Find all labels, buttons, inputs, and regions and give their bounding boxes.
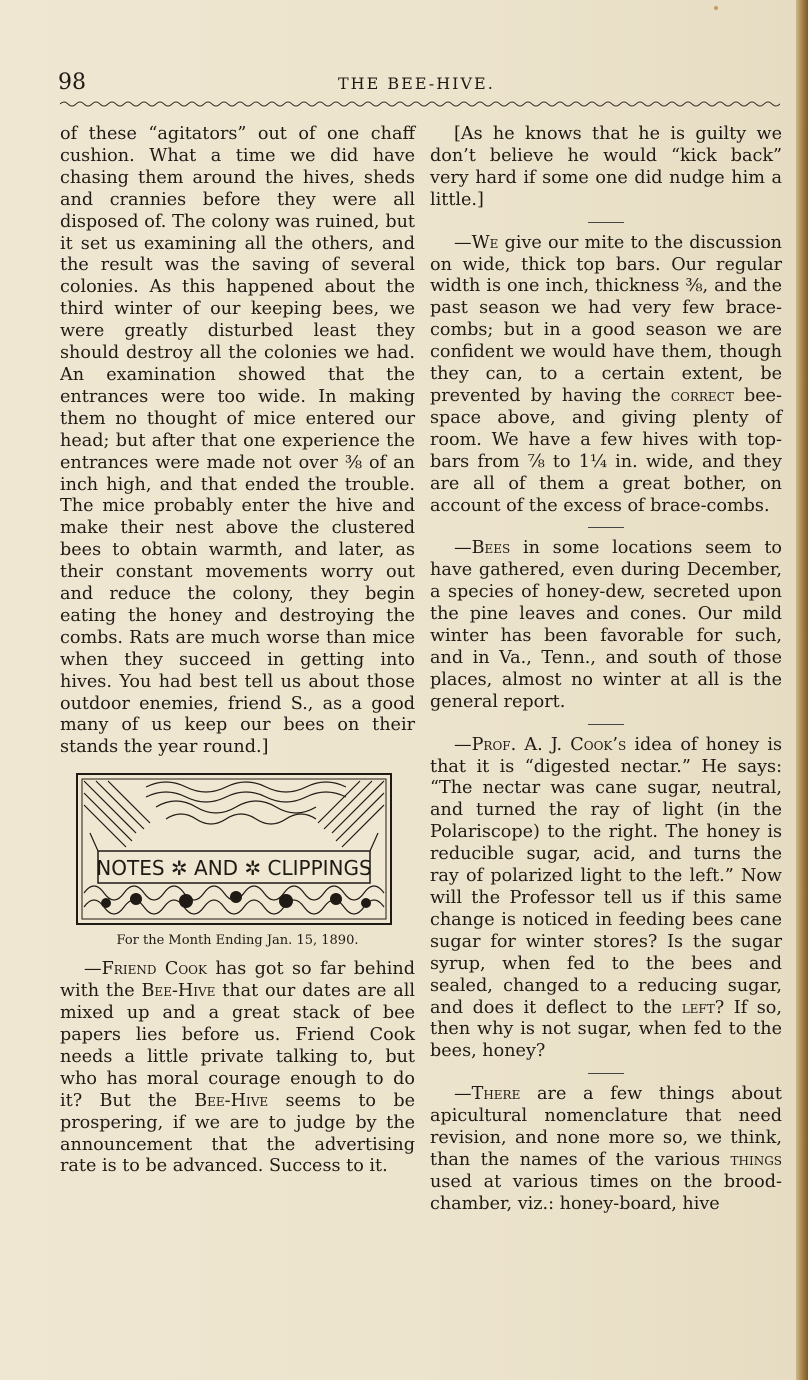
separator — [588, 222, 624, 223]
text-run: idea of honey is that it is “digested nectar.” He says: “The nectar was cane sugar, neutral, and turned the ray of light (in the Polariscope) to the right. The honey is reducible sugar, acid, and turns the ray of polarized light to the left.” Now will the Professor tell us if this same change is noticed in feeding bees cane sugar for winter stores? Is the sugar syrup, when fed to the bees and sealed, changed to a reducing sugar, and does it deflect to the — [430, 734, 782, 1018]
running-title: THE BEE-HIVE. — [338, 74, 495, 93]
paragraph-nomenclature — [430, 1084, 782, 1215]
lead-prof-cook: —Prof. A. J. Cook’s — [454, 734, 627, 755]
separator — [588, 724, 624, 725]
text-run: bee-space above, and giving plenty of room. We have a few hives with top-bars from ⅞ to 1¼ in. wide, and they are all of them a great bother, on account of the excess of brace-combs. — [430, 385, 782, 516]
bee-hive-name: Bee-Hive — [141, 981, 216, 1002]
paper-speck — [714, 6, 718, 10]
left-column — [60, 124, 415, 1178]
page-number: 98 — [58, 70, 86, 95]
paragraph-honey-dew — [430, 538, 782, 713]
separator — [588, 1073, 624, 1074]
bee-hive-name: Bee-Hive — [194, 1090, 269, 1111]
header-rule — [60, 100, 780, 108]
page-edge — [796, 0, 808, 1380]
notes-and-clippings-banner — [76, 773, 392, 925]
emphasis-left: left — [681, 997, 715, 1018]
text-run: has got so far behind with the — [60, 959, 416, 1002]
text-run: in some locations seem to have gathered, even during December, a species of honey-dew, secreted upon the pine leaves and cones. Our mild winter has been favorable for such, and in Va., Tenn., and south of those places, almost no winter at all is the general report. — [430, 538, 782, 712]
lead-we: —We — [454, 232, 499, 253]
text-run: ? If so, then why is not sugar, when fed to the bees, honey? — [430, 997, 782, 1062]
text-run: seems to be prospering, if we are to judge by the announcement that the advertising rate is to be advanced. Success to it. — [60, 1090, 415, 1177]
banner-caption: For the Month Ending Jan. 15, 1890. — [116, 933, 359, 949]
text-run: used at various times on the brood-chamber, viz.: honey-board, hive — [430, 1171, 782, 1214]
text-run: that our dates are all mixed up and a great stack of bee papers lies before us. Friend Cook needs a little private talking to, but who has moral courage enough to do it? But the — [60, 981, 415, 1111]
lead-friend-cook: —Friend Cook — [84, 959, 207, 980]
paragraph-mice: of these “agitators” out of one chaff cushion. What a time we did have chasing them around the hives, sheds and crannies before they were all disposed of. The colony was ruined, but it set us examining all the others, and the result was the saving of several colonies. As this happened about the third winter of our keeping bees, we were greatly disturbed least they should destroy all the colonies we had. An examination showed that the entrances were too wide. In making them no thought of mice entered our head; but after that one experience the entrances were made not over ⅜ of an inch high, and that ended the trouble. The mice probably enter the hive and make their nest above the clustered bees to obtain warmth, and later, as their constant movements worry out and reduce the colony, they begin eating the honey and destroying the combs. Rats are much worse than mice when they succeed in getting into hives. You had best tell us about those outdoor enemies, friend S., as a good many of us keep our bees on their stands the year round.] — [60, 124, 415, 758]
ornamental-border-icon — [76, 773, 392, 925]
lead-there: —There — [454, 1084, 521, 1105]
banner-title: NOTES ✲ AND ✲ CLIPPINGS — [96, 856, 372, 881]
text-run: give our mite to the discussion on wide, thick top bars. Our regular width is one inch, thickness ⅜, and the past season we had very few brace-combs; but in a good season we are confident we would have them, though they can, to a certain extent, be prevented by having the — [430, 232, 782, 406]
right-column — [430, 124, 782, 1216]
paragraph-top-bars — [430, 233, 782, 518]
emphasis-things: things — [730, 1149, 782, 1170]
emphasis-correct: correct — [670, 385, 734, 406]
text-run: are a few things about apicultural nomenclature that need revision, and none more so, we think, than the names of the various — [430, 1084, 782, 1170]
lead-bees: —Bees — [454, 538, 511, 559]
paragraph-bracket-note: [As he knows that he is guilty we don’t believe he would “kick back” very hard if some one did nudge him a little.] — [430, 124, 782, 210]
paragraph-friend-cook — [60, 959, 415, 1178]
separator — [588, 527, 624, 528]
paragraph-prof-cook — [430, 735, 782, 1064]
page-header — [58, 70, 778, 98]
